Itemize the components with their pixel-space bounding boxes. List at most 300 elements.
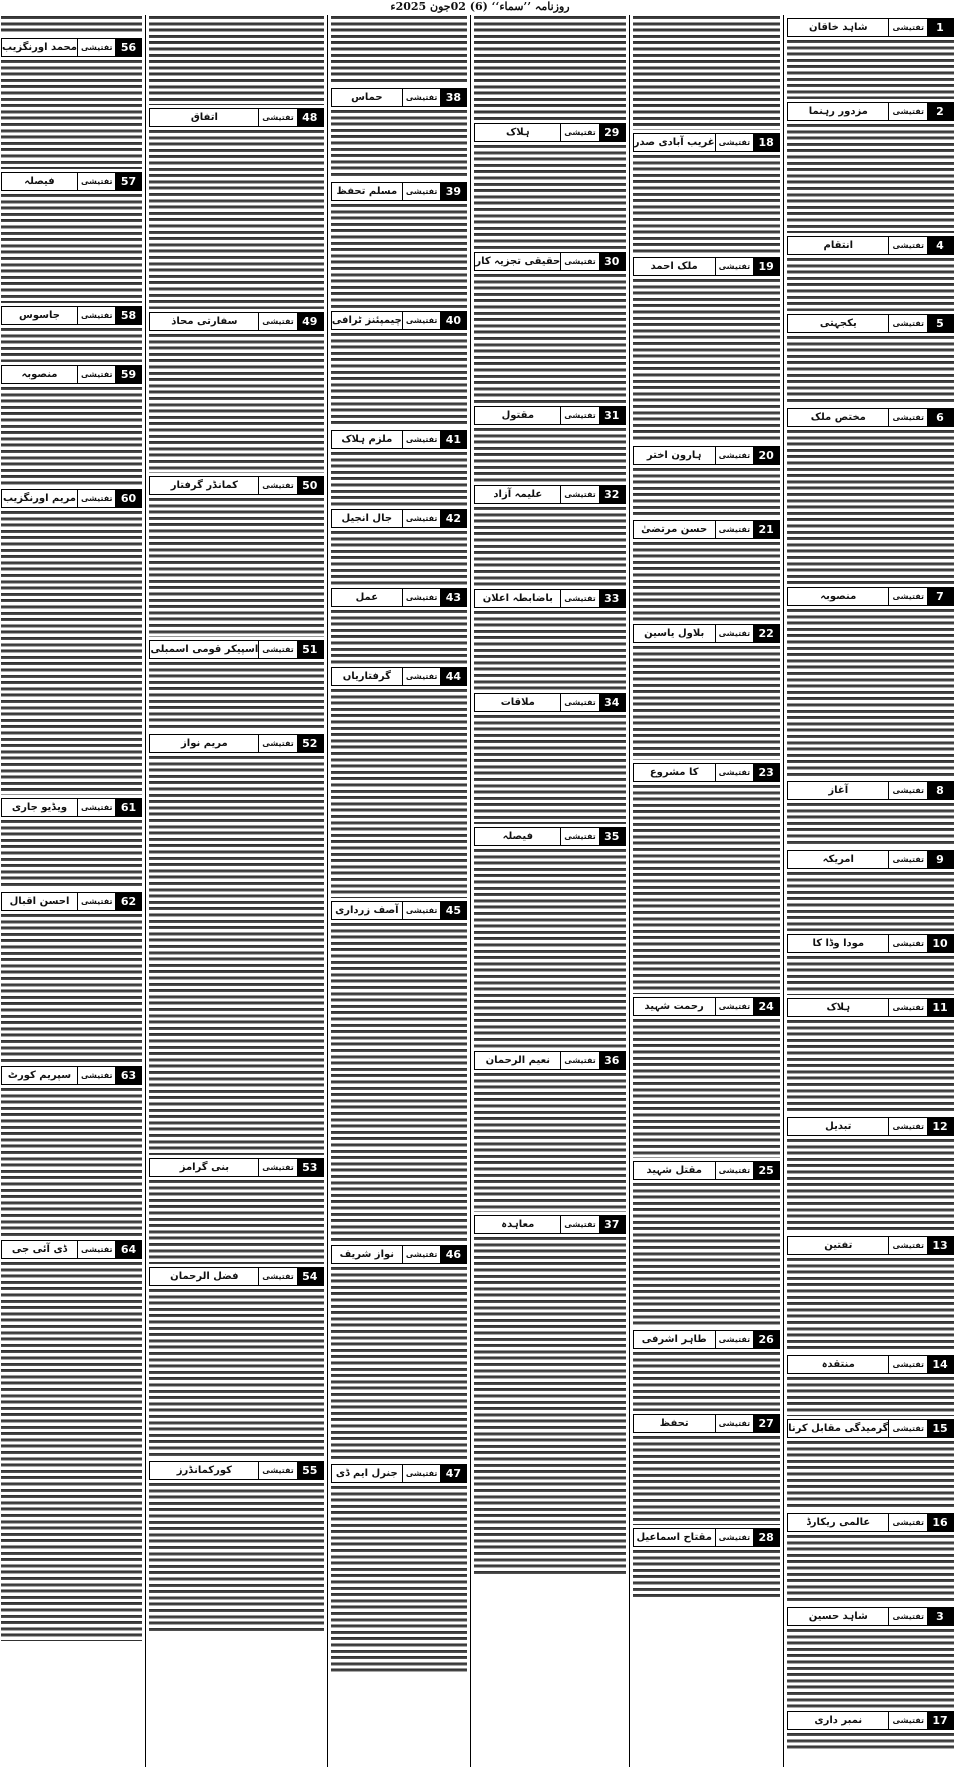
article-headline: علیمہ آزاد [493, 489, 543, 500]
article-label: تفتیشی [888, 782, 927, 799]
news-article [1, 38, 142, 169]
article-header [787, 408, 954, 427]
article-headline: فضل الرحمان [170, 1271, 239, 1282]
article-headline: منصوبہ [820, 591, 857, 602]
article-body-text [331, 109, 468, 179]
article-number: 8 [927, 782, 953, 799]
article-headline: ملزم ہلاک [341, 434, 393, 445]
article-body-text [149, 129, 323, 309]
news-article [331, 88, 468, 179]
news-article [633, 1330, 780, 1411]
news-article [474, 406, 625, 482]
article-headline: امریکہ [822, 854, 854, 865]
article-headline: سفارتی محاذ [171, 316, 238, 327]
article-header [1, 38, 142, 57]
article-number: 10 [927, 935, 953, 952]
article-label: تفتیشی [77, 1067, 116, 1084]
article-body-text [149, 661, 323, 731]
article-headline: احسن اقبال [9, 896, 70, 907]
article-body-text [331, 609, 468, 664]
article-header [787, 587, 954, 606]
article-label: تفتیشی [560, 486, 599, 503]
article-label: تفتیشی [888, 1712, 927, 1729]
article-headline: محمد اورنگزیب [2, 42, 77, 53]
article-label: تفتیشی [715, 764, 754, 781]
article-label: تفتیشی [888, 409, 927, 426]
news-article [787, 1607, 954, 1708]
article-label: تفتیشی [715, 1415, 754, 1432]
article-header [787, 781, 954, 800]
article-header [474, 589, 625, 608]
article-headline: ویڈیو جاری [11, 802, 68, 813]
article-headline: گرمیدگی مقابل کرنا [788, 1423, 889, 1434]
article-body-text [1, 15, 142, 35]
news-article [331, 311, 468, 427]
article-label: تفتیشی [888, 851, 927, 868]
article-number: 27 [753, 1415, 779, 1432]
masthead: روزنامہ ’’سماء‘‘ (6) 02جون 2025ء [390, 0, 570, 13]
news-article [787, 408, 954, 584]
article-headline: ہلاک [826, 1002, 851, 1013]
article-number: 9 [927, 851, 953, 868]
article-body-text [1, 327, 142, 362]
article-number: 55 [297, 1462, 323, 1479]
news-article [331, 430, 468, 506]
article-number: 21 [753, 521, 779, 538]
article-headline: اتفاق [190, 112, 218, 123]
article-header [474, 252, 625, 271]
article-body-text [474, 506, 625, 586]
article-number: 49 [297, 313, 323, 330]
news-article [787, 781, 954, 847]
article-body-text [149, 1179, 323, 1264]
article-headline: انتقام [823, 240, 854, 251]
article-body-text [474, 714, 625, 824]
news-column [327, 15, 471, 1767]
article-header [1, 1066, 142, 1085]
article-header [787, 1419, 954, 1438]
article-number: 46 [440, 1246, 466, 1263]
article-label: تفتیشی [888, 1514, 927, 1531]
news-article [331, 1464, 468, 1675]
article-body-text [633, 645, 780, 760]
news-article [331, 667, 468, 898]
news-article [787, 236, 954, 311]
article-header [331, 509, 468, 528]
article-number: 54 [297, 1268, 323, 1285]
article-label: تفتیشی [715, 134, 754, 151]
article-header [474, 827, 625, 846]
article-body-text [787, 608, 954, 778]
news-article [633, 1414, 780, 1525]
article-header [149, 312, 323, 331]
article-number: 34 [599, 694, 625, 711]
article-number: 5 [927, 315, 953, 332]
article-label: تفتیشی [77, 307, 116, 324]
news-article [474, 485, 625, 586]
article-body-text [633, 1182, 780, 1327]
article-body-text [1, 59, 142, 169]
article-label: تفتیشی [715, 258, 754, 275]
article-label: تفتیشی [402, 589, 441, 606]
article-body-text [474, 144, 625, 249]
article-label: تفتیشی [888, 315, 927, 332]
article-headline: رحمت شہید [644, 1001, 704, 1012]
article-label: تفتیشی [77, 173, 116, 190]
article-number: 1 [927, 19, 953, 36]
news-article [474, 252, 625, 403]
article-number: 31 [599, 407, 625, 424]
article-body-text [149, 1288, 323, 1458]
article-header [1, 172, 142, 191]
article-body-text [787, 1257, 954, 1352]
article-label: تفتیشی [715, 1331, 754, 1348]
article-header [787, 1117, 954, 1136]
article-number: 4 [927, 237, 953, 254]
article-header [331, 901, 468, 920]
article-header [633, 1528, 780, 1547]
news-article [149, 15, 323, 105]
news-article [474, 1051, 625, 1212]
article-label: تفتیشی [888, 588, 927, 605]
article-body-text [787, 335, 954, 405]
news-article [149, 640, 323, 731]
article-headline: جاسوس [19, 310, 60, 321]
article-headline: تفتین [824, 1240, 853, 1251]
article-headline: مریم اورنگزیب [2, 493, 76, 504]
article-number: 16 [927, 1514, 953, 1531]
article-headline: جال انجیل [341, 513, 393, 524]
article-body-text [474, 1072, 625, 1212]
article-label: تفتیشی [715, 447, 754, 464]
article-header [1, 365, 142, 384]
article-number: 17 [927, 1712, 953, 1729]
article-label: تفتیشی [77, 1241, 116, 1258]
article-label: تفتیشی [715, 998, 754, 1015]
article-body-text [474, 15, 625, 120]
article-header [331, 1245, 468, 1264]
article-header [474, 1051, 625, 1070]
article-label: تفتیشی [258, 477, 297, 494]
news-article [787, 1117, 954, 1233]
article-label: تفتیشی [560, 253, 599, 270]
article-headline: آصف زرداری [335, 905, 399, 916]
article-body-text [633, 1549, 780, 1599]
article-body-text [474, 1236, 625, 1576]
article-number: 3 [927, 1608, 953, 1625]
article-number: 20 [753, 447, 779, 464]
article-body-text [331, 688, 468, 898]
article-label: تفتیشی [560, 1216, 599, 1233]
news-article [331, 509, 468, 585]
article-header [787, 102, 954, 121]
article-body-text [787, 1440, 954, 1510]
article-header [1, 1240, 142, 1259]
article-header [474, 123, 625, 142]
article-headline: بلاول یاسین [644, 628, 705, 639]
article-headline: بنی گرامز [179, 1162, 230, 1173]
article-body-text [1, 386, 142, 486]
article-label: تفتیشی [402, 902, 441, 919]
article-headline: معاہدہ [501, 1219, 535, 1230]
article-headline: مقتل شہید [646, 1165, 702, 1176]
article-headline: اسپیکر قومی اسمبلی [150, 644, 259, 655]
article-header [633, 624, 780, 643]
article-number: 29 [599, 124, 625, 141]
article-header [633, 763, 780, 782]
article-body-text [633, 1018, 780, 1158]
article-headline: کورکمانڈرز [176, 1465, 232, 1476]
article-headline: مزدور رہنما [808, 106, 868, 117]
article-body-text [331, 451, 468, 506]
article-label: تفتیشی [258, 1159, 297, 1176]
article-number: 56 [115, 39, 141, 56]
news-article [787, 934, 954, 995]
article-number: 6 [927, 409, 953, 426]
article-body-text [331, 332, 468, 427]
article-number: 15 [927, 1420, 953, 1437]
article-label: تفتیشی [560, 694, 599, 711]
article-body-text [633, 154, 780, 254]
article-number: 64 [115, 1241, 141, 1258]
article-label: تفتیشی [258, 109, 297, 126]
news-article [474, 589, 625, 690]
article-body-text [474, 273, 625, 403]
article-body-text [787, 802, 954, 847]
article-body-text [787, 123, 954, 233]
article-header [331, 588, 468, 607]
article-headline: باضابطہ اعلان [482, 593, 553, 604]
article-headline: شاہد خاقان [809, 22, 868, 33]
article-body-text [474, 848, 625, 1048]
article-headline: تحفظ [659, 1418, 689, 1429]
article-header [633, 446, 780, 465]
article-header [633, 520, 780, 539]
article-number: 32 [599, 486, 625, 503]
article-body-text [787, 1376, 954, 1416]
article-body-text [474, 610, 625, 690]
article-number: 62 [115, 893, 141, 910]
article-header [1, 489, 142, 508]
article-headline: غریب آبادی صدر [633, 137, 715, 148]
news-article [633, 446, 780, 517]
article-label: تفتیشی [715, 625, 754, 642]
news-article [633, 1528, 780, 1599]
article-headline: سپریم کورٹ [7, 1070, 72, 1081]
article-label: تفتیشی [258, 313, 297, 330]
article-body-text [1, 1261, 142, 1641]
article-body-text [633, 15, 780, 130]
article-headline: مقتاح اسماعیل [636, 1532, 712, 1543]
article-body-text [1, 1087, 142, 1237]
article-label: تفتیشی [402, 431, 441, 448]
news-article [331, 588, 468, 664]
article-body-text [1, 510, 142, 795]
news-article [331, 182, 468, 308]
news-article [787, 587, 954, 778]
article-number: 14 [927, 1356, 953, 1373]
article-number: 11 [927, 999, 953, 1016]
article-label: تفتیشی [888, 1608, 927, 1625]
article-headline: حسن مرتضیٰ [641, 524, 708, 535]
article-header [787, 1607, 954, 1626]
article-number: 40 [440, 312, 466, 329]
article-body-text [787, 871, 954, 931]
article-header [1, 306, 142, 325]
news-article [1, 1240, 142, 1641]
news-article [474, 827, 625, 1048]
article-headline: ملاقات [500, 697, 535, 708]
article-number: 37 [599, 1216, 625, 1233]
article-header [331, 1464, 468, 1483]
article-headline: فیصلہ [24, 176, 55, 187]
news-column [145, 15, 326, 1767]
article-header [149, 108, 323, 127]
article-body-text [331, 922, 468, 1242]
article-header [149, 1158, 323, 1177]
article-header [787, 18, 954, 37]
article-number: 59 [115, 366, 141, 383]
article-header [787, 314, 954, 333]
article-label: تفتیشی [888, 1118, 927, 1135]
article-body-text [787, 1534, 954, 1604]
news-article [633, 763, 780, 994]
article-label: تفتیشی [402, 1246, 441, 1263]
article-number: 42 [440, 510, 466, 527]
article-label: تفتیشی [402, 1465, 441, 1482]
article-body-text [1, 913, 142, 1063]
article-label: تفتیشی [560, 590, 599, 607]
article-header [787, 1513, 954, 1532]
article-headline: مختص ملک [810, 412, 866, 423]
article-headline: ہارون اختر [646, 450, 702, 461]
article-body-text [787, 429, 954, 584]
article-headline: نعیم الرحمان [485, 1055, 551, 1066]
article-headline: مودا وڈا کا [812, 938, 865, 949]
article-body-text [331, 203, 468, 308]
article-body-text [633, 1435, 780, 1525]
article-headline: چیمپئنز ٹرافی [331, 315, 402, 326]
article-label: تفتیشی [77, 799, 116, 816]
news-article [1, 489, 142, 795]
article-body-text [787, 1628, 954, 1708]
article-headline: ڈی آئی جی [11, 1244, 68, 1255]
article-header [787, 934, 954, 953]
article-number: 12 [927, 1118, 953, 1135]
news-article [633, 257, 780, 443]
article-header [787, 998, 954, 1017]
article-label: تفتیشی [402, 89, 441, 106]
article-header [1, 892, 142, 911]
article-headline: منتقدہ [821, 1359, 855, 1370]
article-label: تفتیشی [402, 183, 441, 200]
article-header [1, 798, 142, 817]
news-article [633, 520, 780, 621]
article-number: 35 [599, 828, 625, 845]
article-header [787, 1711, 954, 1730]
article-header [787, 1355, 954, 1374]
article-label: تفتیشی [258, 641, 297, 658]
news-article [331, 1245, 468, 1461]
article-body-text [474, 427, 625, 482]
article-header [149, 476, 323, 495]
news-article [474, 693, 625, 824]
article-body-text [633, 784, 780, 994]
news-article [1, 1066, 142, 1237]
article-header [149, 1461, 323, 1480]
article-label: تفتیشی [888, 103, 927, 120]
article-number: 19 [753, 258, 779, 275]
news-article [787, 850, 954, 931]
article-label: تفتیشی [888, 1356, 927, 1373]
article-header [331, 430, 468, 449]
article-body-text [149, 755, 323, 1155]
news-article [1, 306, 142, 362]
article-headline: مقتول [501, 410, 535, 421]
article-header [149, 1267, 323, 1286]
article-body-text [149, 497, 323, 637]
news-article [331, 15, 468, 85]
news-article [787, 1513, 954, 1604]
article-header [474, 693, 625, 712]
news-article [787, 1419, 954, 1510]
article-number: 60 [115, 490, 141, 507]
article-label: تفتیشی [77, 39, 116, 56]
news-article [633, 133, 780, 254]
article-headline: گرفتاریاں [342, 671, 391, 682]
news-article [633, 15, 780, 130]
news-article [1, 798, 142, 889]
article-number: 63 [115, 1067, 141, 1084]
article-body-text [787, 1138, 954, 1233]
news-article [149, 1461, 323, 1632]
news-article [149, 1267, 323, 1458]
news-article [633, 624, 780, 760]
news-article [787, 998, 954, 1114]
news-article [474, 123, 625, 249]
news-article [149, 734, 323, 1155]
article-headline: نمبر داری [814, 1715, 863, 1726]
article-number: 26 [753, 1331, 779, 1348]
article-body-text [149, 1482, 323, 1632]
article-headline: عمل [355, 592, 379, 603]
article-number: 18 [753, 134, 779, 151]
news-article [1, 365, 142, 486]
article-header [331, 311, 468, 330]
article-body-text [787, 1019, 954, 1114]
article-headline: یکجہتی [819, 318, 857, 329]
article-number: 23 [753, 764, 779, 781]
article-label: تفتیشی [402, 668, 441, 685]
article-header [331, 88, 468, 107]
article-headline: جنرل ایم ڈی [335, 1468, 398, 1479]
article-body-text [633, 467, 780, 517]
article-body-text [787, 1732, 954, 1752]
article-body-text [149, 333, 323, 473]
article-headline: نواز شریف [339, 1249, 395, 1260]
article-label: تفتیشی [560, 124, 599, 141]
news-article [633, 1161, 780, 1327]
article-label: تفتیشی [258, 1268, 297, 1285]
article-header [633, 1414, 780, 1433]
article-label: تفتیشی [560, 828, 599, 845]
article-label: تفتیشی [888, 935, 927, 952]
news-article [787, 1711, 954, 1752]
article-number: 41 [440, 431, 466, 448]
article-label: تفتیشی [888, 1237, 927, 1254]
columns-container [3, 15, 957, 1767]
article-headline: ہلاک [505, 127, 530, 138]
